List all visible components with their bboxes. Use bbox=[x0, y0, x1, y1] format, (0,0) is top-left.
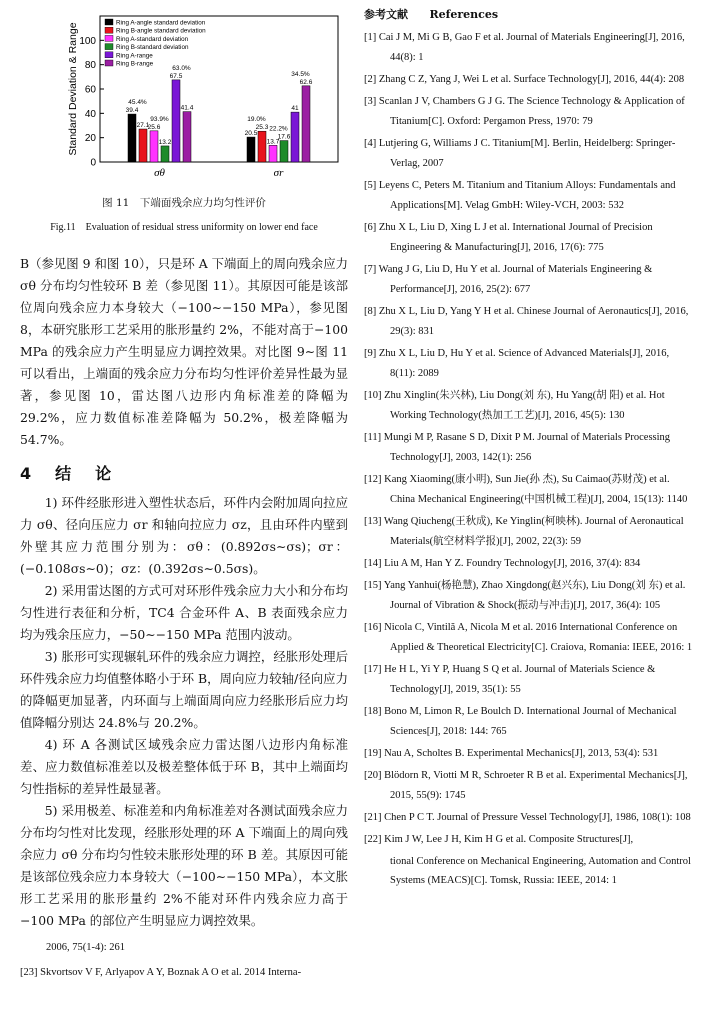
bar bbox=[150, 131, 158, 162]
bar bbox=[139, 129, 147, 162]
y-tick-label: 80 bbox=[84, 60, 96, 72]
bar bbox=[128, 114, 136, 162]
conclusion-3: 3) 胀形可实现辗轧环件的残余应力调控，经胀形处理后环件残余应力均值整体略小于环 B，周向应力较轴/径向应力的降幅更加显著，内环面与上端面周向应力经胀形后应力均值降幅分别达 24.8%与 20.2%。 bbox=[20, 649, 348, 730]
bar bbox=[269, 145, 277, 162]
reference-item: [2] Zhang C Z, Yang J, Wei L et al. Surface Technology[J], 2016, 44(4): 208 bbox=[364, 74, 685, 85]
reference-item: [10] Zhu Xinglin(朱兴林), Liu Dong(刘 东), Hu Yang(胡 阳) et al. Hot Working Technology(热加工工艺)[J], 2016, 45(5): 130 bbox=[364, 390, 665, 421]
bar-value-label: 25.3 bbox=[255, 124, 269, 132]
reference-item: [11] Mungi M P, Rasane S D, Dixit P M. Journal of Materials Processing Technology[J], 2003, 142(1): 256 bbox=[364, 432, 671, 463]
y-tick-label: 60 bbox=[84, 84, 96, 96]
references-heading-cn: 参考文献 bbox=[364, 8, 408, 21]
references-column bbox=[364, 6, 694, 890]
bar-value-label: 13.7 bbox=[266, 138, 280, 146]
reference-item: [16] Nicola C, Vintilă A, Nicola M et al. 2016 International Conference on Applied & Theoretical Electricity[C]. Craiova, Romania: IEEE, 2016: 1 bbox=[364, 622, 693, 653]
legend-label: Ring A-standard deviation bbox=[116, 35, 189, 43]
figure-caption-en: Fig.11 Evaluation of residual stress uniformity on lower end face bbox=[50, 222, 318, 233]
bar-value-label: 39.4 bbox=[125, 107, 139, 115]
ref-23-start: [23] Skvortsov V F, Arlyapov A Y, Boznak A O et al. 2014 Interna- bbox=[20, 967, 302, 978]
reference-item: [9] Zhu X L, Liu D, Hu Y et al. Science of Advanced Materials[J], 2016, 8(11): 2089 bbox=[364, 348, 670, 379]
bar-chart-svg bbox=[20, 6, 348, 189]
bar-value-label: 27.1 bbox=[136, 122, 150, 130]
legend-label: Ring B-standard deviation bbox=[116, 44, 189, 52]
bar bbox=[258, 131, 266, 162]
reference-item: [4] Lutjering G, Williams J C. Titanium[M]. Berlin, Heidelberg: Springer-Verlag, 2007 bbox=[364, 138, 676, 169]
y-tick-label: 0 bbox=[90, 157, 96, 169]
bar-value-label: 41.4 bbox=[180, 104, 194, 112]
reference-item: [21] Chen P C T. Journal of Pressure Vessel Technology[J], 1986, 108(1): 108 bbox=[364, 812, 691, 823]
y-tick-label: 100 bbox=[79, 35, 96, 47]
x-category-label: σr bbox=[273, 167, 284, 179]
references-heading bbox=[364, 6, 694, 22]
conclusion-4: 4) 环 A 各测试区域残余应力雷达图八边形内角标准差、应力数值标准差以及极差整体低于环 B，其中上端面均匀性指标的差异性最显著。 bbox=[20, 737, 348, 796]
bar-value-label: 13.2 bbox=[158, 138, 172, 146]
bar bbox=[302, 86, 310, 162]
section-heading-conclusion: 4 结 论 bbox=[20, 464, 116, 483]
reference-item: [17] He H L, Yi Y P, Huang S Q et al. Journal of Materials Science & Technology[J], 2019, 35(1): 55 bbox=[364, 664, 656, 695]
bar bbox=[291, 112, 299, 162]
ref-tail-continuation: 2006, 75(1-4): 261 bbox=[46, 942, 126, 953]
legend-label: Ring B-range bbox=[116, 60, 154, 68]
legend-label: Ring B-angle standard deviation bbox=[116, 27, 206, 35]
percent-label: 45.4% bbox=[128, 99, 147, 107]
x-category-label: σθ bbox=[154, 167, 165, 179]
percent-label: 93.9% bbox=[150, 115, 169, 123]
conclusion-5: 5) 采用极差、标准差和内角标准差对各测试面残余应力分布均匀性对比发现，经胀形处理的环 A 下端面上的周向残余应力 σθ 分布均匀性较未胀形处理的环 B 差。其原因可能是该部位残余应力本身较大（−100∼−150 MPa），本文胀形工艺采用的胀形量约 2%不能对环件内残余应力高于−100 MPa 的部位产生明显应力调控效果。 bbox=[20, 803, 348, 928]
legend-label: Ring A-range bbox=[116, 52, 153, 60]
bar-value-label: 25.6 bbox=[147, 123, 161, 131]
legend-swatch bbox=[105, 19, 113, 25]
bar-value-label: 62.6 bbox=[299, 78, 313, 86]
legend-swatch bbox=[105, 60, 113, 66]
references-heading-en: References bbox=[429, 8, 499, 21]
conclusion-2: 2) 采用雷达图的方式可对环形件残余应力大小和分布均匀性进行表征和分析，TC4 合金环件 A、B 表面残余应力均为残余压应力，−50∼−150 MPa 范围内波动。 bbox=[20, 583, 348, 642]
reference-item: [22] Kim J W, Lee J H, Kim H G et al. Composite Structures[J], bbox=[364, 834, 634, 845]
legend-swatch bbox=[105, 52, 113, 58]
percent-label: 22.2% bbox=[269, 125, 288, 133]
bar bbox=[172, 80, 180, 162]
figure-caption-cn: 图 11 下端面残余应力均匀性评价 bbox=[102, 197, 266, 209]
bar-value-label: 20.5 bbox=[244, 130, 258, 138]
reference-item: [19] Nau A, Scholtes B. Experimental Mechanics[J], 2013, 53(4): 531 bbox=[364, 748, 659, 759]
legend-swatch bbox=[105, 35, 113, 41]
reference-item: [14] Liu A M, Han Y Z. Foundry Technology[J], 2016, 37(4): 834 bbox=[364, 558, 641, 569]
reference-item: [20] Blödorn R, Viotti M R, Schroeter R B et al. Experimental Mechanics[J], 2015, 55(9): 1745 bbox=[364, 770, 688, 801]
reference-item: [7] Wang J G, Liu D, Hu Y et al. Journal of Materials Engineering & Performance[J], 2016, 25(2): 677 bbox=[364, 264, 653, 295]
legend-swatch bbox=[105, 27, 113, 33]
legend-label: Ring A-angle standard deviation bbox=[116, 19, 206, 27]
bar bbox=[161, 146, 169, 162]
left-column bbox=[20, 6, 348, 982]
reference-item: [1] Cai J M, Mi G B, Gao F et al. Journal of Materials Engineering[J], 2016, 44(8): 1 bbox=[364, 32, 685, 63]
bar-value-label: 17.6 bbox=[277, 133, 291, 141]
percent-label: 34.5% bbox=[291, 70, 310, 78]
paragraph-continuation: B（参见图 9 和图 10），只是环 A 下端面上的周向残余应力 σθ 分布均匀性较环 B 差（参见图 11）。其原因可能是该部位周向残余应力本身较大（−100∼−150 MPa），参见图 8，本研究胀形工艺采用的胀形量约 2%，不能对高于−100 MPa 的残余应力产生明显应力调控效果。对比图 9∼图 11 可以看出，上端面的残余应力分布均匀性评价差异性最为显著，参见图 10，雷达图八边形内角标准差的降幅为 29.2%，应力数值标准差降幅为 50.2%，极差降幅为 54.7%。 bbox=[20, 256, 348, 447]
reference-item: [12] Kang Xiaoming(康小明), Sun Jie(孙 杰), Su Caimao(苏财茂) et al. China Mechanical Engineering(中国机械工程)[J], 2004, 15(13): 1140 bbox=[364, 474, 688, 505]
reference-list bbox=[364, 28, 694, 850]
reference-item: [13] Wang Qiucheng(王秋成), Ke Yinglin(柯映林). Journal of Aeronautical Materials(航空材料学报)[J], 2002, 22(3): 59 bbox=[364, 516, 684, 547]
reference-item: [18] Bono M, Limon R, Le Boulch D. International Journal of Mechanical Sciences[J], 2018: 144: 765 bbox=[364, 706, 677, 737]
percent-label: 63.0% bbox=[172, 64, 191, 72]
bar-value-label: 67.5 bbox=[169, 72, 183, 80]
figure-11-chart bbox=[20, 6, 348, 189]
bar bbox=[247, 137, 255, 162]
percent-label: 19.0% bbox=[247, 116, 266, 124]
y-axis-label: Standard Deviation & Range bbox=[67, 22, 79, 156]
y-tick-label: 20 bbox=[84, 133, 96, 145]
bar bbox=[280, 141, 288, 162]
reference-item: [3] Scanlan J V, Chambers G J G. The Science Technology & Application of Titanium[C]. Oxford: Pergamon Press, 1970: 79 bbox=[364, 96, 685, 127]
legend-swatch bbox=[105, 44, 113, 50]
reference-item: [8] Zhu X L, Liu D, Yang Y H et al. Chinese Journal of Aeronautics[J], 2016, 29(3): 831 bbox=[364, 306, 689, 337]
bar bbox=[183, 112, 191, 162]
reference-item: [15] Yang Yanhui(杨艳慧), Zhao Xingdong(赵兴东), Liu Dong(刘 东) et al. Journal of Vibration & Shock(振动与冲击)[J], 2017, 36(4): 105 bbox=[364, 580, 686, 611]
ref-23-continuation: tional Conference on Mechanical Engineering, Automation and Control Systems (MEACS)[C]. Tomsk, Russia: IEEE, 2014: 1 bbox=[390, 856, 691, 886]
y-tick-label: 40 bbox=[84, 108, 96, 120]
reference-item: [5] Leyens C, Peters M. Titanium and Titanium Alloys: Fundamentals and Applications[M]. Velag GmbH: Wiley-VCH, 2003: 532 bbox=[364, 180, 676, 211]
conclusion-1: 1) 环件经胀形进入塑性状态后，环件内会附加周向拉应力 σθ、径向压应力 σr 和轴向拉应力 σz，且由环件内壁到外壁其应力范围分别为：σθ：(0.892σs∼σs)；σr：(−0.108σs∼0)；σz：(0.392σs∼0.5σs)。 bbox=[20, 495, 348, 576]
reference-item: [6] Zhu X L, Liu D, Xing L J et al. International Journal of Precision Engineering & Manufacturing[J], 2016, 17(6): 775 bbox=[364, 222, 653, 253]
bar-value-label: 41 bbox=[291, 105, 299, 113]
